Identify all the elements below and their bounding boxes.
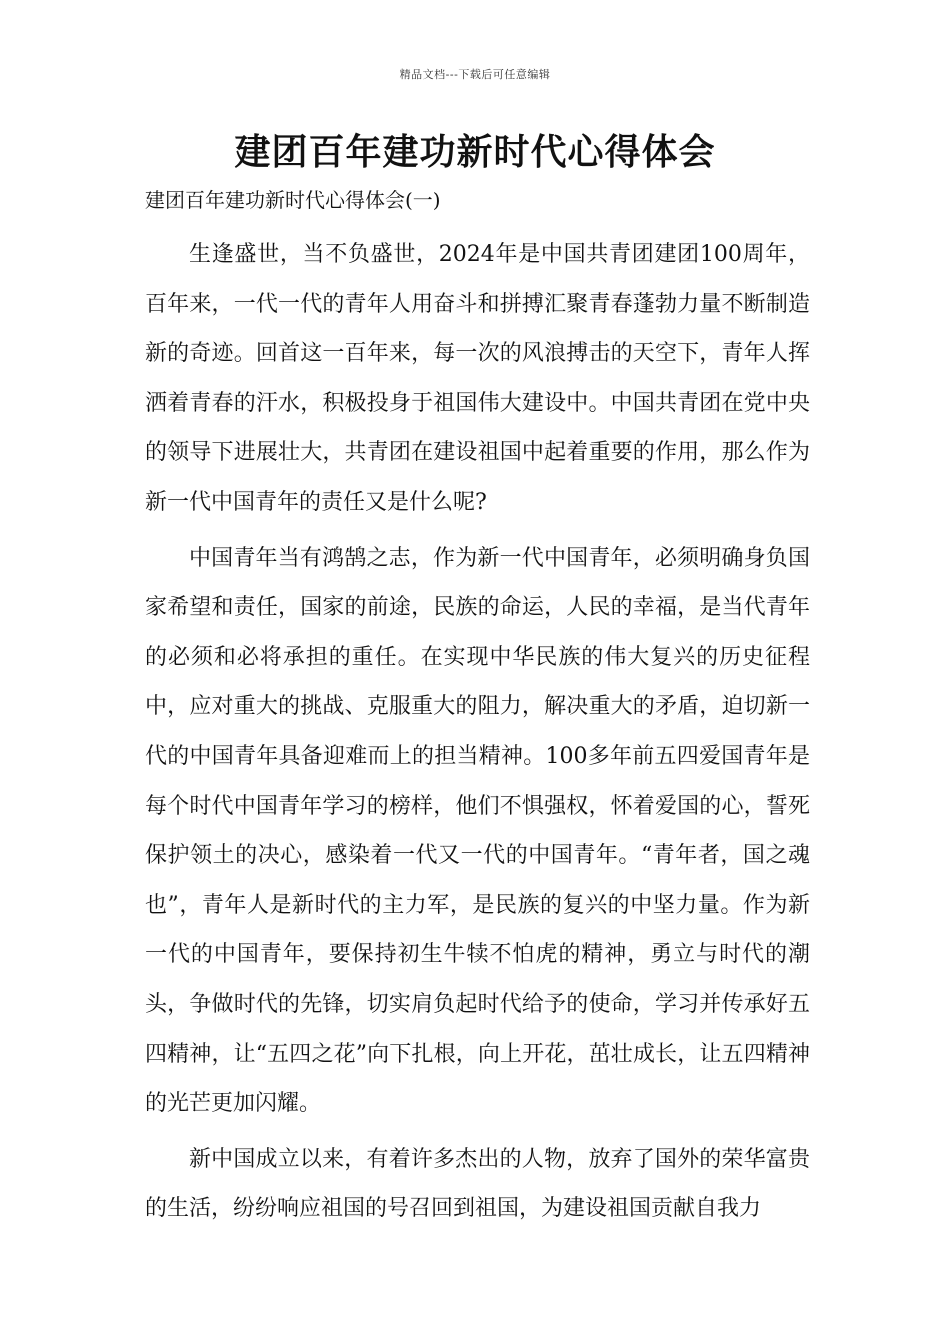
- paragraph-1: 生逢盛世，当不负盛世，2024年是中国共青团建团100周年，百年来，一代一代的青年人用奋斗和拼搏汇聚青春蓬勃力量不断制造新的奇迹。回首这一百年来，每一次的风浪搏击的天空下，青年人挥洒着青春的汗水，积极投身于祖国伟大建设中。中国共青团在党中央的领导下进展壮大，共青团在建设祖国中起着重要的作用，那么作为新一代中国青年的责任又是什么呢?: [145, 242, 810, 515]
- paragraph-2: 中国青年当有鸿鹄之志，作为新一代中国青年，必须明确身负国家希望和责任，国家的前途，民族的命运，人民的幸福，是当代青年的必须和必将承担的重任。在实现中华民族的伟大复兴的历史征程中，应对重大的挑战、克服重大的阻力，解决重大的矛盾，迫切新一代的中国青年具备迎难而上的担当精神。100多年前五四爱国青年是每个时代中国青年学习的榜样，他们不惧强权，怀着爱国的心，誓死保护领土的决心，感染着一代又一代的中国青年。“青年者，国之魂也”，青年人是新时代的主力军，是民族的复兴的中坚力量。作为新一代的中国青年，要保持初生牛犊不怕虎的精神，勇立与时代的潮头，争做时代的先锋，切实肩负起时代给予的使命，学习并传承好五四精神，让“五四之花”向下扎根，向上开花，茁壮成长，让五四精神的光芒更加闪耀。: [145, 545, 810, 1117]
- document-subtitle: 建团百年建功新时代心得体会(一): [145, 188, 441, 212]
- paragraph-3: 新中国成立以来，有着许多杰出的人物，放弃了国外的荣华富贵的生活，纷纷响应祖国的号召回到祖国，为建设祖国贡献自我力: [145, 1146, 810, 1222]
- header-note: 精品文档---下载后可任意编辑: [399, 68, 551, 81]
- document-body: [145, 180, 810, 1234]
- document-title: 建团百年建功新时代心得体会: [234, 131, 716, 173]
